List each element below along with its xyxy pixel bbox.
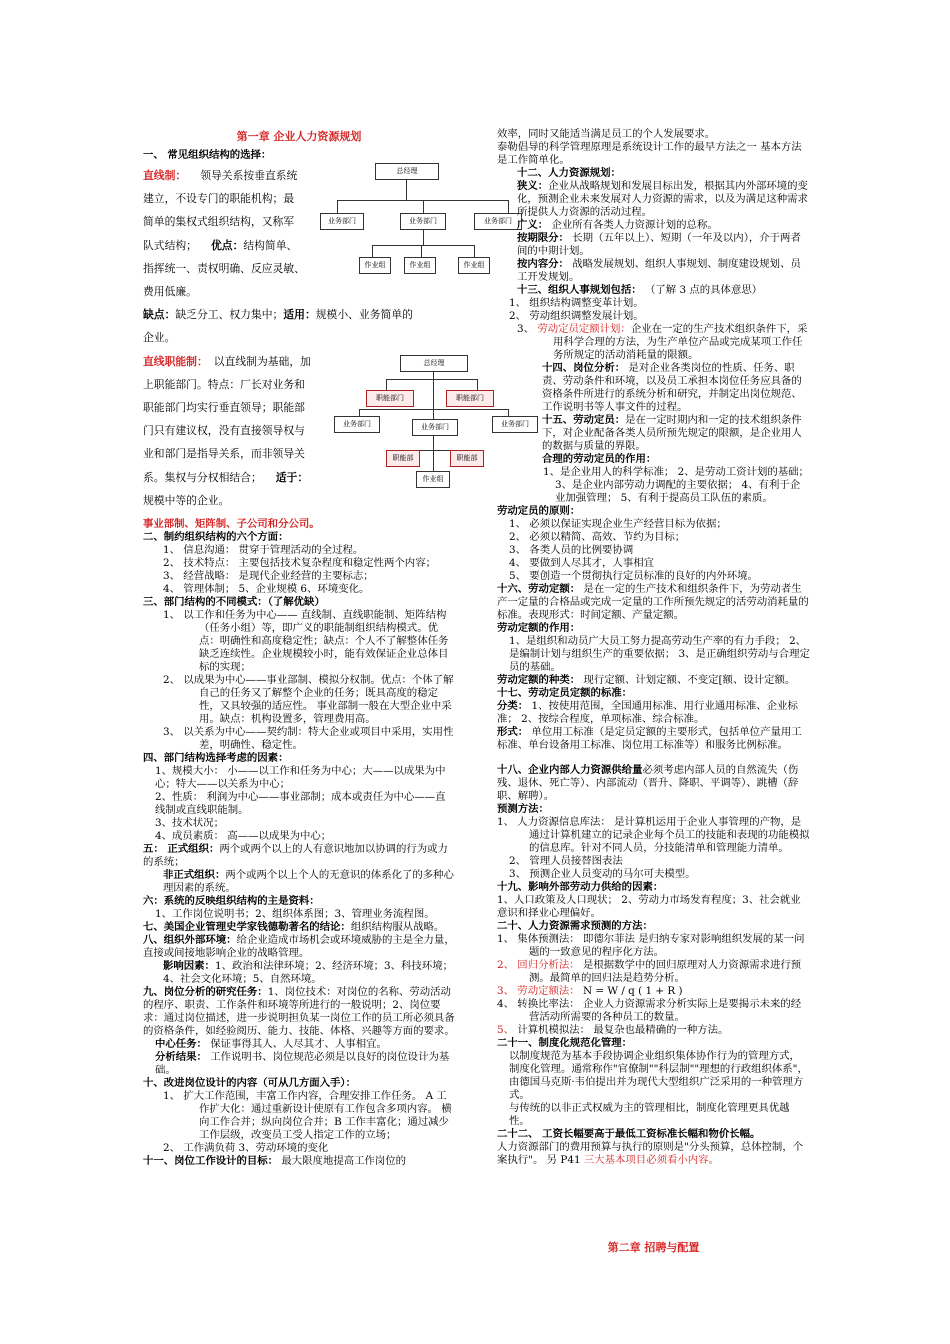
- text-line: [497, 855, 810, 868]
- text-line: [143, 765, 455, 791]
- org-box-dept: 业务部门: [412, 419, 458, 436]
- line-text: 2、 回归分析法： 是根据数学中的回归原理对人力资源需求进行预测。最简单的回归法是趋势分析。: [497, 959, 802, 984]
- bold-term: 十六、劳动定额：: [497, 583, 581, 595]
- text-line: [143, 908, 455, 921]
- text-line: [497, 752, 810, 764]
- text-line: [143, 1051, 455, 1077]
- text-line: [143, 531, 455, 544]
- line-text: 劳动定额的作用：: [497, 622, 581, 634]
- line-text: 中心任务： 保证事得其人、人尽其才、人事相宜。: [155, 1038, 387, 1051]
- text-line: [497, 959, 810, 985]
- text-line: [143, 934, 455, 960]
- line-text: 效率，同时又能适当满足员工的个人发展要求。: [497, 128, 716, 140]
- text-line: [497, 1037, 810, 1050]
- text: 系。集权与分权相结合；: [143, 470, 262, 484]
- text-line: [143, 1038, 455, 1051]
- red-term: 2、 回归分析法：: [497, 959, 580, 971]
- line-text: 与传统的以非正式权威为主的管理相比，制度化管理更具优越性。: [509, 1102, 790, 1127]
- line-text: 六：系统的反映组织结构的主是资料：: [143, 895, 320, 908]
- text: 缺乏分工、权力集中；: [175, 308, 284, 322]
- text-line: [497, 803, 810, 816]
- bold-term: 八、组织外部环境：: [143, 934, 237, 947]
- text-line: [497, 700, 810, 726]
- text: 简单的集权式组织结构，又称军: [143, 215, 295, 229]
- text-line: [497, 531, 810, 544]
- text-line: [143, 544, 455, 557]
- line-text: 1、是企业用人的科学标准； 2、是劳动工资计划的基础；3、是企业内部劳动力调配的主要依据； 4、有利于企业加强管理； 5、有利于提高员工队伍的素质。: [543, 466, 809, 504]
- line-text: 1、 扩大工作范围，丰富工作内容，合理安排工作任务。 A 工作扩大化：通过重新设计使原有工作包含多项内容。 横向工作合并；纵向岗位合并；B 工作丰富化；通过减少工作层级，改变员工受人指定工作的立场；: [163, 1090, 452, 1142]
- left-list: [143, 531, 455, 1168]
- bold-term: 按内容分：: [517, 258, 569, 270]
- text: 指挥统一、责权明确、反应灵敏、: [143, 261, 305, 275]
- line-text: 十九、影响外部劳动力供给的因素：: [497, 881, 664, 893]
- line-text: 五： 正式组织：两个或两个以上的人有意识地加以协调的行为或力的系统；: [143, 843, 448, 869]
- org-box-group: 作业组: [416, 471, 450, 488]
- line-text: 4、 转换比率法： 企业人力资源需求分析实际上是要揭示未来的经营活动所需要的各种员工的数量。: [497, 998, 802, 1023]
- term: 直线制：: [143, 169, 187, 182]
- text-line: [143, 1077, 455, 1090]
- text-line: [497, 920, 810, 933]
- line-text: 1、 组织结构调整变革计划。: [509, 297, 644, 309]
- term: 优点：: [210, 238, 244, 252]
- org-box-dept: 业务部门: [400, 213, 446, 230]
- text-line: [497, 219, 810, 232]
- text-line: [497, 570, 810, 583]
- line-text: 十四、岗位分析： 是对企业各类岗位的性质、任务、职责、劳动条件和环境，以及员工承担本岗位任务应具备的资格条件所进行的系统分析和研究，并制定出岗位规范、工作说明书等人事文件的过程。: [542, 362, 802, 413]
- text-line: [497, 1102, 810, 1128]
- line-text: 2、 以成果为中心——事业部制、模拟分权制。优点：个体了解自己的任务又了解整个企业的任务；既具高度的稳定性，又具较强的适应性。 事业部制一般在大型企业中采用。缺点：机构设置多，管理费用高。: [163, 674, 454, 726]
- bold-term: 影响因素：: [163, 960, 215, 973]
- line-text: 3、 经营战略： 是现代企业经营的主要标志；: [163, 570, 374, 583]
- line-text: 1、 以工作和任务为中心—— 直线制、直线职能制、矩阵结构（任务小组）等，即广义的职能制组织结构模式。优点：明确性和高度稳定性；缺点：个人不了解整体任务缺乏连续性。企业规模较小时，能有效保证企业总体目标的实现；: [163, 609, 449, 674]
- bold-term: 十五、劳动定员：: [542, 414, 626, 426]
- line-system-text: [143, 164, 318, 303]
- org-box-group: 作业组: [458, 257, 490, 274]
- line-text: 3、技术状况；: [155, 817, 224, 830]
- text-line: [497, 894, 810, 920]
- text-line: [143, 921, 455, 934]
- text-line: [497, 505, 810, 518]
- text: 结构简单、: [243, 238, 298, 252]
- line-text: 3、 以关系为中心——契约制：特大企业或项目中采用，实用性差，明确性、稳定性。: [163, 726, 454, 752]
- org-box-func: 职能部门: [446, 390, 494, 407]
- text-line: [497, 674, 810, 687]
- red-term: 3、 劳动定额法：: [497, 985, 580, 997]
- line-text: 5、 要创造一个贯彻执行定员标准的良好的内外环境。: [509, 570, 758, 582]
- line-text: 八、组织外部环境：给企业造成市场机会或环境威胁的主是全力量，直接或间接地影响企业的战略管理。: [143, 934, 455, 960]
- text-line: [497, 180, 810, 219]
- text: 以直线制为基础，加: [213, 354, 311, 368]
- text-line: [497, 141, 810, 167]
- bold-term: 七、美国企业管理史学家钱德勒著名的结论：: [143, 921, 351, 934]
- text-line: [143, 1155, 455, 1168]
- red-term: 三大基本项目必须看小内容。: [583, 1154, 719, 1166]
- line-text: 1、工作岗位说明书；2、组织体系图；3、管理业务流程图。: [155, 908, 435, 921]
- org-box-func: 职能部: [450, 450, 484, 467]
- line-text: 九、岗位分析的研究任务：1、岗位技术：对岗位的名称、劳动活动的程序、职责、工作条件和环境等所进行的一般说明；2、岗位要求：通过岗位描述，进一步说明担负某一岗位工作的员工所必须具备的资格条件，如经验阅历、能力、技能、体格、兴趣等方面的要求。: [143, 986, 455, 1038]
- text-line: [143, 1090, 455, 1142]
- text-line: [143, 960, 455, 986]
- line-text: 分类： 1、按使用范围，全国通用标准、用行业通用标准、企业标准； 2、按综合程度，单项标准、综合标准。: [497, 700, 798, 725]
- line-text: 二十一、制度化规范化管理：: [497, 1037, 633, 1049]
- line-text: 劳动定员的原则：: [497, 505, 581, 517]
- term: 适用：: [283, 308, 316, 322]
- right-list: [497, 128, 810, 1167]
- line-text: 十八、企业内部人力资源供给量必须考虑内部人员的自然流失（伤残、退休、死亡等）、内部流动（晋升、降职、平调等）、跳槽（辞职、解聘）。: [497, 764, 799, 802]
- line-text: 二十二、 工资长幅要高于最低工资标准长幅和物价长幅。: [497, 1128, 761, 1140]
- bold-term: 分析结果：: [155, 1051, 207, 1064]
- text-line: [497, 583, 810, 622]
- term: 适于：: [275, 470, 309, 484]
- text-line: [497, 297, 810, 310]
- text-line: [143, 843, 455, 869]
- line-text: 影响因素：1、政治和法律环境；2、经济环境；3、科技环境；4、社会文化环境；5、自然环境。: [163, 960, 453, 986]
- org-box-func: 职能部: [386, 450, 420, 467]
- text-line: [143, 752, 455, 765]
- line-text: 1、 必须以保证实现企业生产经营目标为依据；: [509, 518, 727, 530]
- line-text: 3、 劳动定额法： N = W / q ( 1 + R ): [497, 985, 683, 997]
- bold-term: 形式：: [497, 726, 529, 738]
- text-line: [143, 830, 455, 843]
- text-line: [497, 868, 810, 881]
- bold-term: 非正式组织：: [163, 869, 226, 882]
- text-line: [497, 128, 810, 141]
- line-text: 十五、劳动定员：是在一定时期内和一定的技术组织条件下，对企业配备各类人员所预先规定的限额，是企业用人的数据与质量的界限。: [542, 414, 802, 452]
- bold-term: 九、岗位分析的研究任务：: [143, 986, 268, 999]
- org-box-dept: 业务部门: [320, 213, 364, 230]
- line-text: 泰勒倡导的科学管理原理是系统设计工作的最早方法之一 基本方法是工作简单化。: [497, 141, 802, 166]
- text-line: [497, 726, 810, 752]
- text: 业和部门是指导关系，而非领导关: [143, 447, 305, 461]
- line-text: 按期限分： 长期（五年以上）、短期（一年及以内），介于两者间的中期计划。: [517, 232, 801, 257]
- text-line: [497, 310, 810, 323]
- other-structures: 事业部制、矩阵制、子公司和分公司。: [143, 518, 320, 531]
- line-text: 3、 各类人员的比例要协调: [509, 544, 634, 556]
- line-text: 二十、人力资源需求预测的方法：: [497, 920, 653, 932]
- org-box-top: 总经理: [375, 163, 439, 180]
- org-box-group: 作业组: [404, 257, 436, 274]
- line-text: 1、 集体预测法： 即德尔菲法 是归纳专家对影响组织发展的某一问题的一致意见的程序化方法。: [497, 933, 805, 958]
- text-line: [497, 622, 810, 635]
- text-line: [497, 1050, 810, 1102]
- red-term: 劳动定员定额计划：: [537, 323, 631, 335]
- line-text: 3、 劳动定员定额计划：企业在一定的生产技术组织条件下，采用科学合理的方法，为生产单位产品或完成某项工作任务所规定的活动消耗量的限额。: [517, 323, 808, 361]
- line-text: 1、规模大小： 小——以工作和任务为中心；大——以成果为中心；特大——以关系为中心；: [155, 765, 446, 791]
- text-line: [143, 557, 455, 570]
- text-line: [497, 985, 810, 998]
- line-text: 四、部门结构选择考虑的因素：: [143, 752, 289, 765]
- org-box-dept: 业务部门: [474, 213, 522, 230]
- line-text: 以制度规范为基本手段协调企业组织集体协作行为的管理方式，制度化管理。通常称作"官僚制""科层制""理想的行政组织体系"，由德国马克斯·韦伯提出并为现代大型组织广泛采用的一种管理方式。: [509, 1050, 808, 1101]
- line-text: 2、 管理人员接替图表法: [509, 855, 623, 867]
- line-text: 5、 计算机模拟法： 最复杂也最精确的一种方法。: [497, 1024, 729, 1036]
- line-text: 3、 预测企业人员变动的马尔可夫模型。: [509, 868, 696, 880]
- line-text: 三、部门结构的不同模式：（了解优缺）: [143, 596, 325, 609]
- text-line: [143, 869, 455, 895]
- text-line: [143, 791, 455, 817]
- line-text: 十三、组织人事规划包括： （了解 3 点的具体意思）: [517, 284, 763, 296]
- term: 缺点：: [143, 308, 176, 322]
- bold-term: 十一、岗位工作设计的目标：: [143, 1155, 279, 1168]
- org-box-func: 职能部门: [366, 390, 414, 407]
- text-line: [497, 998, 810, 1024]
- text-line: [497, 635, 810, 674]
- text-line: [497, 323, 810, 362]
- text-line: [143, 674, 455, 726]
- line-text: 十六、劳动定额： 是在一定的生产技术和组织条件下，为劳动者生产一定量的合格品或完成一定量的工作所预先规定的活劳动消耗量的标准。表现形式：时间定额、产量定额。: [497, 583, 809, 621]
- text-line: [497, 414, 810, 453]
- line-text: 1、是组织和动员广大员工努力提高劳动生产率的有力手段； 2、是编制计划与组织生产的重要依据； 3、是正确组织劳动与合理定员的基础。: [509, 635, 810, 673]
- text-line: [497, 544, 810, 557]
- line-text: 2、性质： 利润为中心——事业部制；成本或责任为中心——直线制或直线职能制。: [155, 791, 446, 817]
- text-line: [497, 466, 810, 505]
- text-line: [497, 453, 810, 466]
- text-line: [497, 1024, 810, 1037]
- line-text: 非正式组织：两个或两个以上个人的无意识的体系化了的多种心理因素的系统。: [163, 869, 454, 895]
- bold-term: 狭义：: [517, 180, 549, 192]
- term: 直线职能制：: [143, 354, 208, 368]
- line-text: 4、 管理体制； 5、企业规模 6、环境变化。: [163, 583, 370, 596]
- line-text: 分析结果： 工作说明书、岗位规范必须是以良好的岗位设计为基础。: [155, 1051, 450, 1077]
- line-system-cons: [143, 303, 455, 349]
- line-text: 狭义：企业从战略规划和发展目标出发，根据其内外部环境的变化，预测企业未来发展对人力资源的需求，以及为满足这种需求所提供人力资源的活动过程。: [517, 180, 808, 218]
- text: 规模中等的企业。: [143, 493, 230, 507]
- text-line: [497, 881, 810, 894]
- bold-term: 按期限分：: [517, 232, 569, 244]
- text-line: [143, 895, 455, 908]
- bold-term: 劳动定额的种类：: [497, 674, 581, 686]
- bold-term: 广义：: [517, 219, 549, 231]
- text: 建立，不设专门的职能机构；最: [143, 192, 295, 206]
- red-term: 5、: [497, 1024, 515, 1036]
- text: 费用低廉。: [143, 285, 197, 299]
- org-box-group: 作业组: [359, 257, 391, 274]
- text-line: [497, 258, 810, 284]
- text: 门只有建议权，没有直接领导权与: [143, 424, 305, 438]
- text-line: [143, 596, 455, 609]
- line-text: 广义： 企业所有各类人力资源计划的总称。: [517, 219, 718, 231]
- text-line: [143, 726, 455, 752]
- section-heading: 一、 常见组织结构的选择：: [143, 149, 272, 161]
- text: 职能部门均实行垂直领导；职能部: [143, 401, 305, 415]
- text: 规模小、业务简单的: [315, 308, 413, 322]
- org-box-top: 总经理: [400, 355, 468, 372]
- text-line: [497, 687, 810, 700]
- line-function-text: [143, 350, 328, 512]
- line-text: 十二、人力资源规划：: [517, 167, 621, 179]
- line-text: 劳动定额的种类： 现行定额、计划定额、不变定[额、设计定额。: [497, 674, 796, 686]
- text-line: [497, 232, 810, 258]
- text-line: [143, 583, 455, 596]
- line-text: 十七、劳动定员定额的标准：: [497, 687, 633, 699]
- text: 上职能部门。特点：厂长对业务和: [143, 377, 305, 391]
- bold-term: 五： 正式组织：: [143, 843, 220, 856]
- text-line: [497, 167, 810, 180]
- text-line: [497, 362, 810, 414]
- bold-term: 十三、组织人事规划包括：: [517, 284, 642, 296]
- text-line: [497, 1128, 810, 1141]
- text-line: [497, 764, 810, 803]
- line-text: 1、人口政策及人口现状； 2、劳动力市场发育程度；3、社会就业意识和择业心理偏好。: [497, 894, 801, 919]
- line-text: 2、 劳动组织调整发展计划。: [509, 310, 644, 322]
- line-text: 二、制约组织结构的六个方面：: [143, 531, 289, 544]
- bold-term: 中心任务：: [155, 1038, 207, 1051]
- org-box-dept: 业务部门: [334, 416, 380, 433]
- line-text: 2、 必须以精简、高效、节约为目标；: [509, 531, 686, 543]
- line-text: 4、成员素质： 高——以成果为中心；: [155, 830, 332, 843]
- line-text: 合理的劳动定员的作用：: [542, 453, 657, 465]
- line-text: 七、美国企业管理史学家钱德勒著名的结论：组织结构服从战略。: [143, 921, 445, 934]
- text-line: [497, 557, 810, 570]
- line-text: 1、 信息沟通： 贯穿于管理活动的全过程。: [163, 544, 364, 557]
- text-line: [497, 933, 810, 959]
- text-line: [497, 518, 810, 531]
- text-line: [143, 570, 455, 583]
- right-column: [497, 128, 810, 1167]
- text-line: [497, 284, 810, 297]
- line-text: 1、 人力资源信息库法： 是计算机运用于企业人事管理的产物，是通过计算机建立的记录企业每个员工的技能和表现的功能模拟的信息库。针对不同人员，分技能清单和管理能力清单。: [497, 816, 810, 854]
- text-line: [497, 1141, 810, 1167]
- bold-term: 分类：: [497, 700, 529, 712]
- line-text: 十一、岗位工作设计的目标： 最大限度地提高工作岗位的: [143, 1155, 407, 1168]
- chapter-1-title: 第一章 企业人力资源规划: [236, 130, 362, 143]
- text: 领导关系按垂直系统: [200, 169, 298, 182]
- line-text: 形式： 单位用工标准（是定员定额的主要形式，包括单位产量用工标准、单台设备用工标准、岗位用工标准等）和服务比例标准。: [497, 726, 802, 751]
- org-box-dept: 业务部门: [492, 416, 538, 433]
- text-line: [143, 1142, 455, 1155]
- text-line: [143, 609, 455, 674]
- line-text: 4、 要做到人尽其才，人事相宜: [509, 557, 654, 569]
- chapter-2-title: 第二章 招聘与配置: [607, 1241, 700, 1254]
- text-line: [143, 986, 455, 1038]
- line-text: 2、 技术特点： 主要包括技术复杂程度和稳定性两个内容；: [163, 557, 436, 570]
- text-line: [143, 817, 455, 830]
- text: 企业。: [143, 331, 176, 345]
- line-text: 按内容分： 战略发展规划、组织人事规划、制度建设规划、员工开发规划。: [517, 258, 801, 283]
- text: 队式结构；: [143, 238, 197, 252]
- bold-term: 十八、企业内部人力资源供给量: [497, 764, 643, 776]
- left-column: [143, 128, 455, 1168]
- bold-term: 十四、岗位分析：: [542, 362, 626, 374]
- line-text: 人力资源部门的费用预算与执行的原则是"分头预算，总体控制，个案执行"。 另 P41 三大基本项目必须看小内容。: [497, 1141, 804, 1166]
- line-text: 2、 工作满负荷 3、劳动环境的变化: [163, 1142, 329, 1155]
- text-line: [497, 816, 810, 855]
- line-text: 预测方法：: [497, 803, 549, 815]
- line-text: 十、改进岗位设计的内容（可从几方面入手）：: [143, 1077, 357, 1090]
